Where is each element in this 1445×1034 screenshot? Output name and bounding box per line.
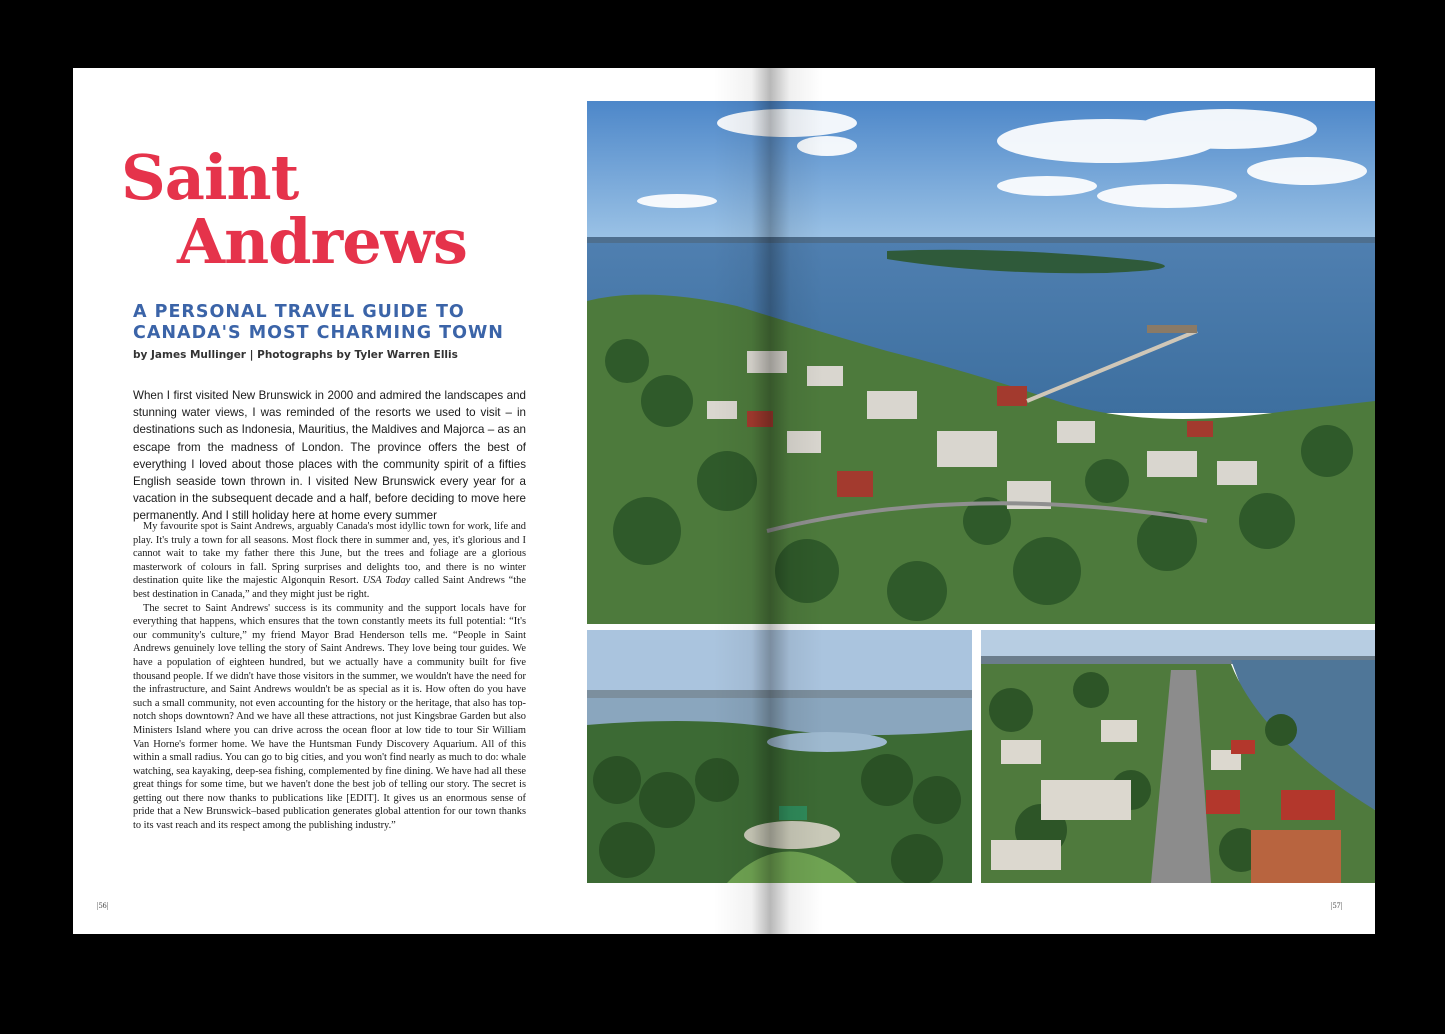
aerial-photo-town-harbour <box>587 101 1375 624</box>
aerial-photo-main-street <box>981 630 1375 883</box>
article-title <box>121 141 467 278</box>
title-line-1: Saint <box>121 141 299 214</box>
page-number-left: |56| <box>97 901 109 910</box>
aerial-photo-amphitheatre <box>587 630 972 883</box>
subtitle-line-2: CANADA'S MOST CHARMING TOWN <box>133 323 504 343</box>
paragraph-1-publication: USA Today <box>362 575 411 587</box>
lead-paragraph: When I first visited New Brunswick in 2000 and admired the landscapes and stunning water views, I was reminded of the resorts we used to visit – in destinations such as Indonesia, Mauritius, the Maldives and Majorca – as an escape from the madness of London. The province offers the best of everything I loved about those places with the community spirit of a fifties English seaside town thrown in. I visited New Brunswick every year for a vacation in the subsequent decade and a half, before deciding to move here permanently. And I still holiday here at home every summer <box>133 389 526 523</box>
body-paragraph-2: The secret to Saint Andrews' success is its community and the support locals have for everything that happens, which ensures that the town constantly meets its full potential: “It's our community's culture,” my friend Mayor Brad Henderson tells me. “People in Saint Andrews genuinely love telling the story of Saint Andrews. They love being tour guides. We have a population of eighteen hundred, but we actually have a community built for five thousand people. If we didn't have those visitors in the summer, we wouldn't have the need for the infrastructure, and Saint Andrews wouldn't be as special as it is. How often do you have such a small community, not even accounting for the history or the heritage, that also has top-notch shops downtown? And we have all these attractions, not just Kingsbrae Garden but also Ministers Island where you can drive across the ocean floor at low tide to tour Sir William Van Horne's former home. We have the Huntsman Fundy Discovery Aquarium. All of this within a small radius. You can go to big cities, and you won't find nearly as much to do: whale watching, sea kayaking, deep-sea fishing, complemented by fine dining. We have had all these great things for some time, but we haven't done the best job of telling our story. The secret is getting out there now thanks to publications like [EDIT]. It gives us an enormous sense of pride that a New Brunswick–based publication generates global attention for our town thanks to its vast reach and its respect among the publishing industry.” <box>133 602 526 832</box>
body-paragraph-1 <box>133 520 526 602</box>
title-line-2: Andrews <box>177 205 467 278</box>
page-number-right: |57| <box>1331 901 1343 910</box>
paragraph-1-text-a: My favourite spot is Saint Andrews, arguably Canada's most idyllic town for work, life and play. It's truly a town for all seasons. Most flock there in summer and, yes, it's glorious and I cannot wait to take my father there this June, but the trees and foliage are a glorious masterwork of colours in fall. Spring surprises and delights too, and there is no winter destination quite like the majestic Algonquin Resort. <box>133 521 526 587</box>
magazine-spread <box>73 68 1375 934</box>
paragraph-1-text-b: called Saint Andrews “the best destination in Canada,” and they might just be right. <box>133 575 526 600</box>
byline: by James Mullinger | Photographs by Tyler Warren Ellis <box>133 349 458 361</box>
body-text <box>133 520 526 833</box>
article-subtitle <box>133 302 553 344</box>
subtitle-line-1: A PERSONAL TRAVEL GUIDE TO <box>133 302 465 322</box>
